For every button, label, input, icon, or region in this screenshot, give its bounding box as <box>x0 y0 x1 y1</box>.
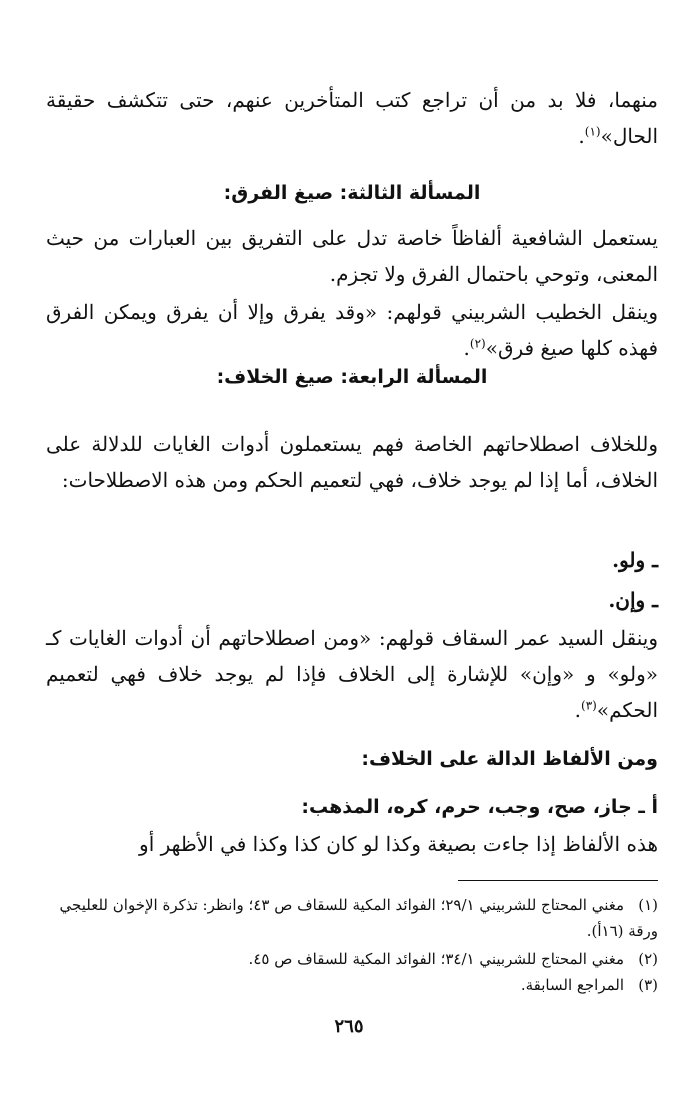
footnote-1-number: (١) <box>638 896 658 914</box>
footnote-2-number: (٢) <box>638 950 658 968</box>
page-number: ٢٦٥ <box>334 1016 364 1037</box>
section-5-subheading: أ ـ جاز، صح، وجب، حرم، كره، المذهب: <box>301 796 658 818</box>
list-item-wain: ـ وإن. <box>608 588 658 612</box>
section-3-heading: المسألة الثالثة: صيغ الفرق: <box>223 182 481 204</box>
intro-paragraph <box>46 82 658 154</box>
section-4-paragraph-2-end: . <box>574 698 582 722</box>
section-5-paragraph-1: هذه الألفاظ إذا جاءت بصيغة وكذا لو كان كذا وكذا في الأظهر أو <box>139 832 658 856</box>
footnote-2-text: مغني المحتاج للشربيني ٣٤/١؛ الفوائد المكية للسقاف ص ٤٥. <box>248 950 624 968</box>
section-3-paragraph-2-text: وينقل الخطيب الشربيني قولهم: «وقد يفرق وإلا أن يفرق ويمكن الفرق فهذه كلها صيغ فرق» <box>46 300 658 360</box>
section-4-heading: المسألة الرابعة: صيغ الخلاف: <box>216 366 488 388</box>
section-3-paragraph-2 <box>46 294 658 366</box>
section-3-paragraph-2-end: . <box>463 336 470 360</box>
footnote-1-text: مغني المحتاج للشربيني ٢٩/١؛ الفوائد المكية للسقاف ص ٤٣؛ وانظر: تذكرة الإخوان للعليجي ورقة (١٦أ). <box>59 896 658 940</box>
section-4-paragraph-2-text: وينقل السيد عمر السقاف قولهم: «ومن اصطلاحاتهم أن أدوات الغايات كـ «ولو» و «وإن» للإشارة إلى الخلاف فإذا لم يوجد خلاف فهي لتعميم الحكم» <box>46 626 658 722</box>
footnote-1 <box>46 892 658 944</box>
footnote-3-text: المراجع السابقة. <box>520 976 624 994</box>
footnote-ref-2: (٢) <box>469 336 486 351</box>
footnote-ref-1: (١) <box>584 124 601 139</box>
intro-text: منهما، فلا بد من أن تراجع كتب المتأخرين عنهم، حتى تتكشف حقيقة الحال» <box>46 88 658 148</box>
footnote-divider <box>458 880 658 881</box>
footnote-3 <box>46 972 658 998</box>
footnote-2 <box>46 946 658 972</box>
footnote-ref-3: (٣) <box>581 698 597 713</box>
section-4-paragraph-1: وللخلاف اصطلاحاتهم الخاصة فهم يستعملون أدوات الغايات للدلالة على الخلاف، أما إذا لم يوجد خلاف، فهي لتعميم الحكم ومن هذه الاصطلاحات: <box>46 432 658 492</box>
footnote-3-number: (٣) <box>638 976 658 994</box>
intro-end: . <box>578 124 585 148</box>
section-3-paragraph-1: يستعمل الشافعية ألفاظاً خاصة تدل على التفريق بين العبارات من حيث المعنى، وتوحي باحتمال الفرق ولا تجزم. <box>46 226 658 286</box>
section-5-heading: ومن الألفاظ الدالة على الخلاف: <box>361 748 658 770</box>
section-4-paragraph-2 <box>46 620 658 728</box>
list-item-walaw: ـ ولو. <box>612 548 658 572</box>
